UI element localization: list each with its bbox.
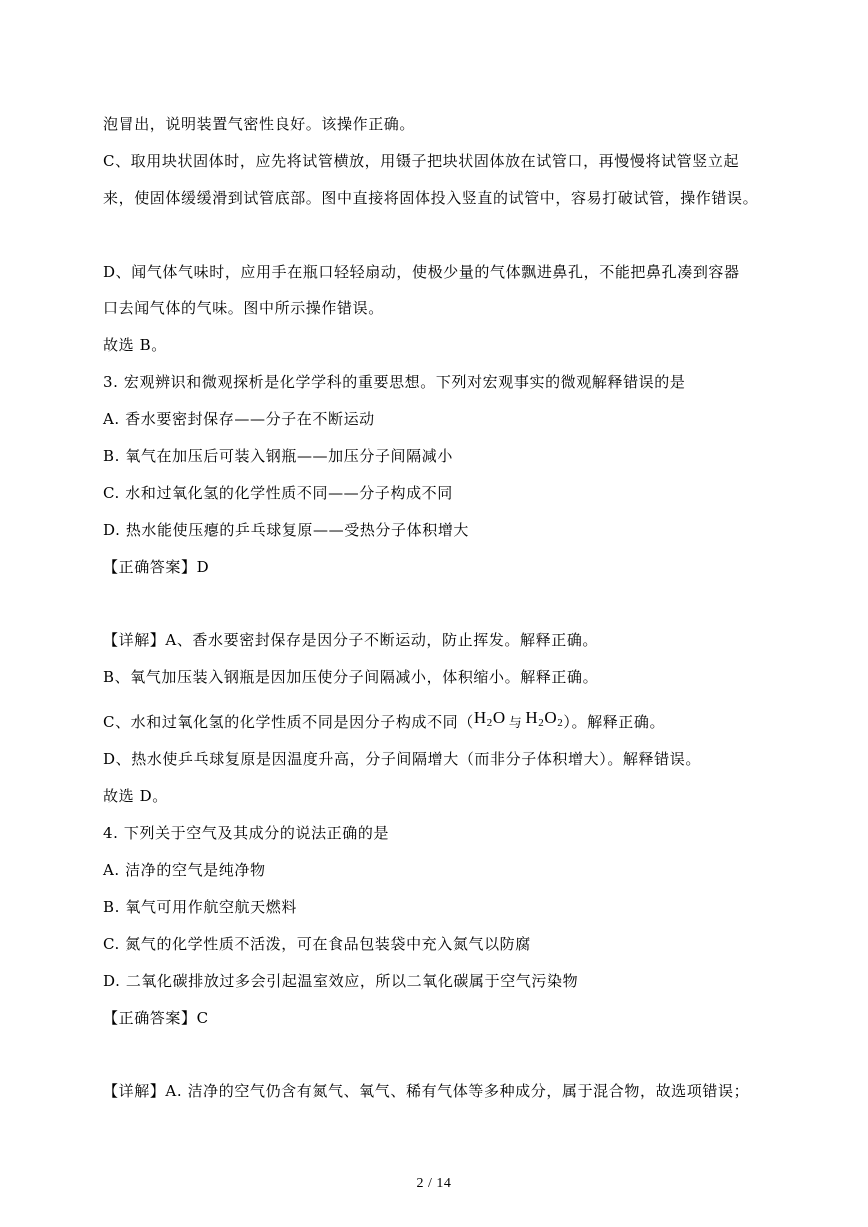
formula-line-prefix: C、水和过氧化氢的化学性质不同是因分子构成不同（ xyxy=(103,713,474,731)
text-line: B、氧气加压装入钢瓶是因加压使分子间隔减小，体积缩小。解释正确。 xyxy=(103,668,599,686)
text-line: 故选 D。 xyxy=(103,787,168,805)
text-line: D、闻气体气味时，应用手在瓶口轻轻扇动，使极少量的气体飘进鼻孔，不能把鼻孔凑到容器 xyxy=(103,263,740,281)
question-3-explanation: 【详解】A、香水要密封保存是因分子不断运动，防止挥发。解释正确。 xyxy=(103,631,599,649)
question-4-explanation: 【详解】A. 洁净的空气仍含有氮气、氧气、稀有气体等多种成分，属于混合物，故选项错误； xyxy=(103,1082,750,1100)
formula-connector: 与 xyxy=(508,716,523,731)
text-line: 故选 B。 xyxy=(103,336,167,354)
page-number: 2 / 14 xyxy=(416,1176,452,1191)
text-line: 泡冒出，说明装置气密性良好。该操作正确。 xyxy=(103,115,416,133)
question-3-option-d: D. 热水能使压瘪的乒乓球复原——受热分子体积增大 xyxy=(103,521,470,539)
question-3-answer: 【正确答案】D xyxy=(103,558,210,576)
text-line: D、热水使乒乓球复原是因温度升高，分子间隔增大（而非分子体积增大）。解释错误。 xyxy=(103,750,701,768)
question-4-option-a: A. 洁净的空气是纯净物 xyxy=(103,861,266,879)
question-4-answer: 【正确答案】C xyxy=(103,1009,209,1027)
formula-line xyxy=(103,708,666,737)
text-line: C、取用块状固体时，应先将试管横放，用镊子把块状固体放在试管口，再慢慢将试管竖立起 xyxy=(103,152,740,170)
formula-line-suffix: ）。解释正确。 xyxy=(563,713,666,731)
question-4-stem: 4. 下列关于空气及其成分的说法正确的是 xyxy=(103,824,390,842)
question-3-stem: 3. 宏观辨识和微观探析是化学学科的重要思想。下列对宏观事实的微观解释错误的是 xyxy=(103,373,686,391)
formula-h2o2: $H_2O_2$ xyxy=(525,708,564,729)
question-3-option-c: C. 水和过氧化氢的化学性质不同——分子构成不同 xyxy=(103,484,453,502)
formula-h2o: $H_2O$ xyxy=(473,708,506,729)
question-4-option-b: B. 氧气可用作航空航天燃料 xyxy=(103,898,297,916)
question-4-option-d: D. 二氧化碳排放过多会引起温室效应，所以二氧化碳属于空气污染物 xyxy=(103,972,579,990)
text-line: 口去闻气体的气味。图中所示操作错误。 xyxy=(103,299,384,317)
question-3-option-a: A. 香水要密封保存——分子在不断运动 xyxy=(103,410,375,428)
question-4-option-c: C. 氮气的化学性质不活泼，可在食品包装袋中充入氮气以防腐 xyxy=(103,935,531,953)
question-3-option-b: B. 氧气在加压后可装入钢瓶——加压分子间隔减小 xyxy=(103,447,453,465)
text-line: 来，使固体缓缓滑到试管底部。图中直接将固体投入竖直的试管中，容易打破试管，操作错误。 xyxy=(103,189,759,207)
